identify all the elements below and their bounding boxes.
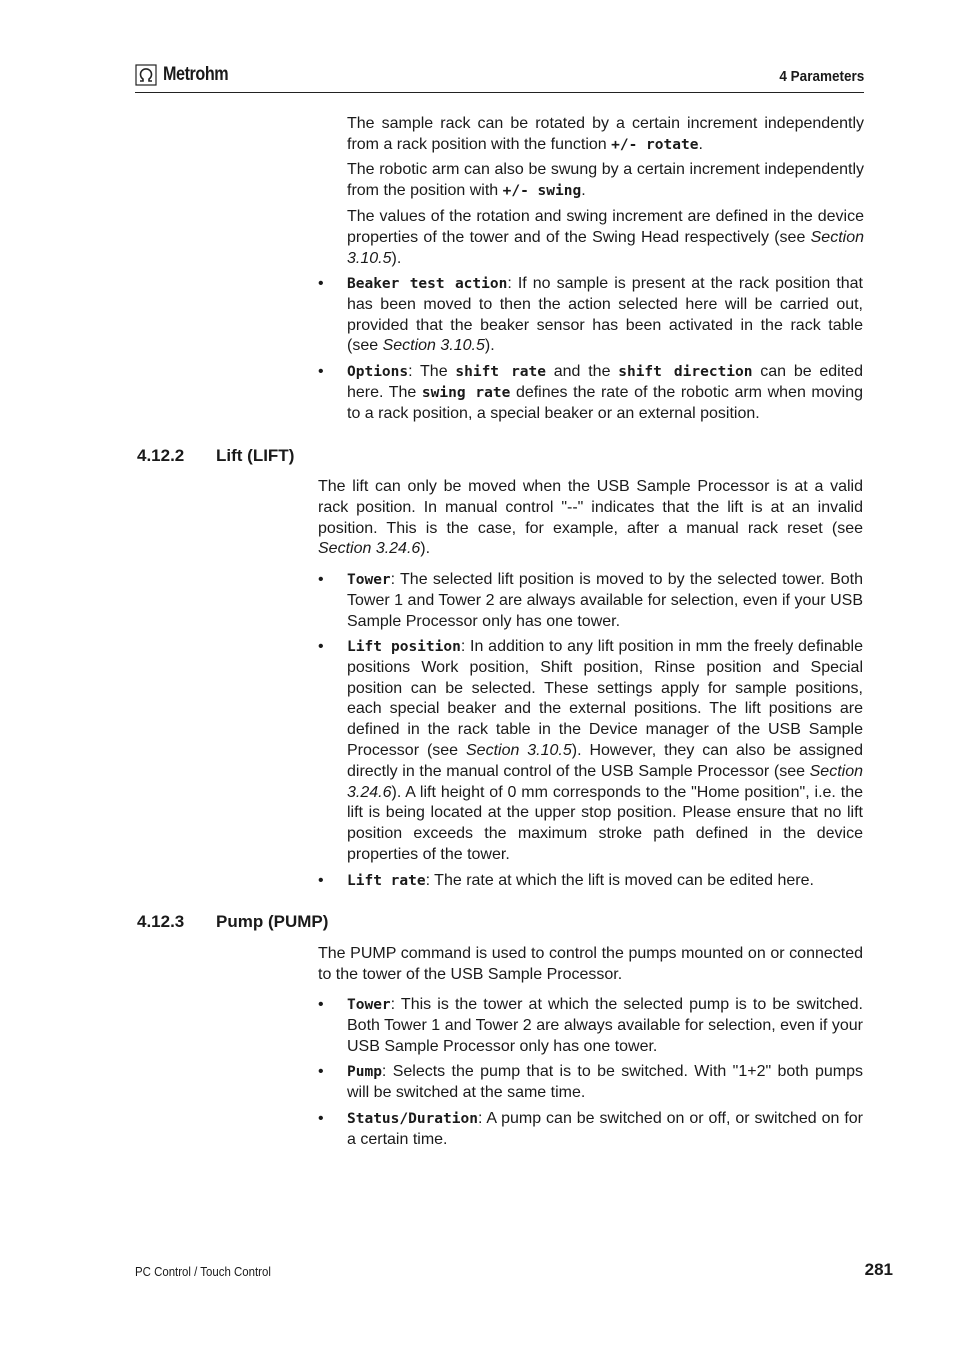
chapter-title: 4 Parameters (779, 68, 864, 85)
paragraph-swing: The robotic arm can also be swung by a certain increment independently from the position with +/- swing. (347, 161, 864, 199)
bullet-icon: • (318, 363, 324, 380)
paragraph-pump-intro: The PUMP command is used to control the pumps mounted on or connected to the tower of the USB Sample Processor. (318, 945, 863, 983)
paragraph-lift-intro: The lift can only be moved when the USB Sample Processor is at a valid rack position. In manual control "--" indicates that the lift is at an invalid position. This is the case, for example, after a manual rack reset (see Section 3.24.6). (318, 478, 863, 558)
list-item-pump: • Pump: Selects the pump that is to be switched. With "1+2" both pumps will be switched at the same time. (318, 1063, 863, 1101)
bullet-icon: • (318, 638, 324, 655)
page-header (135, 62, 864, 93)
metrohm-logo (135, 64, 240, 86)
list-item-pump-tower: • Tower: This is the tower at which the selected pump is to be switched. Both Tower 1 and Tower 2 are always available for selection, even if your USB Sample Processor only has one tower. (318, 996, 863, 1055)
bullet-icon: • (318, 1110, 324, 1127)
paragraph-increment: The values of the rotation and swing increment are defined in the device properties of the tower and of the Swing Head respectively (see Section 3.10.5). (347, 208, 864, 267)
logo-text: Metrohm (163, 64, 229, 85)
omega-logo-icon (135, 64, 157, 86)
bullet-icon: • (318, 1063, 324, 1080)
list-item-lift-tower: • Tower: The selected lift position is moved to by the selected tower. Both Tower 1 and Tower 2 are always available for selection, even if your USB Sample Processor only has one tower. (318, 571, 863, 630)
section-reference: Section 3.10.5 (347, 228, 864, 267)
list-item-beaker-test: • Beaker test action: If no sample is present at the rack position that has been moved to then the action selected here will be carried out, provided that the beaker sensor has been activated in the rack table (see Section 3.10.5). (318, 275, 863, 355)
section-heading-lift: 4.12.2 Lift (LIFT) (137, 446, 295, 465)
list-item-options: • Options: The shift rate and the shift direction can be edited here. The swing rate defines the rate of the robotic arm when moving to a rack position, a special beaker or an external position. (318, 363, 863, 422)
list-item-lift-rate: • Lift rate: The rate at which the lift is moved can be edited here. (318, 871, 863, 892)
bullet-icon: • (318, 571, 324, 588)
bullet-icon: • (318, 872, 324, 889)
bullet-icon: • (318, 275, 324, 292)
bullet-icon: • (318, 996, 324, 1013)
page-number: 281 (864, 1260, 893, 1279)
swing-function: +/- swing (502, 182, 582, 199)
footer-product-name: PC Control / Touch Control (135, 1264, 271, 1279)
list-item-lift-position: • Lift position: In addition to any lift position in mm the freely definable positions Work position, Shift position, Rinse position and Special position can be selected. These settings apply for sample positions, each special beaker and the external positions. The lift positions are defined in the rack table in the Device manager of the USB Sample Processor (see Section 3.10.5). However, they can also be assigned directly in the manual control of the USB Sample Processor (see Section 3.24.6). A lift height of 0 mm corresponds to the "Home position", i.e. the lift is being located at the upper stop position. Please ensure that no lift position exceeds the maximum stroke path defined in the device properties of the tower. (318, 638, 864, 863)
list-item-status-duration: • Status/Duration: A pump can be switched on or off, or switched on for a certain time. (318, 1110, 863, 1148)
paragraph-rotate: The sample rack can be rotated by a certain increment independently from a rack position with the function +/- rotate. (347, 115, 864, 153)
rotate-function: +/- rotate (611, 136, 699, 153)
section-heading-pump: 4.12.3 Pump (PUMP) (137, 912, 329, 931)
